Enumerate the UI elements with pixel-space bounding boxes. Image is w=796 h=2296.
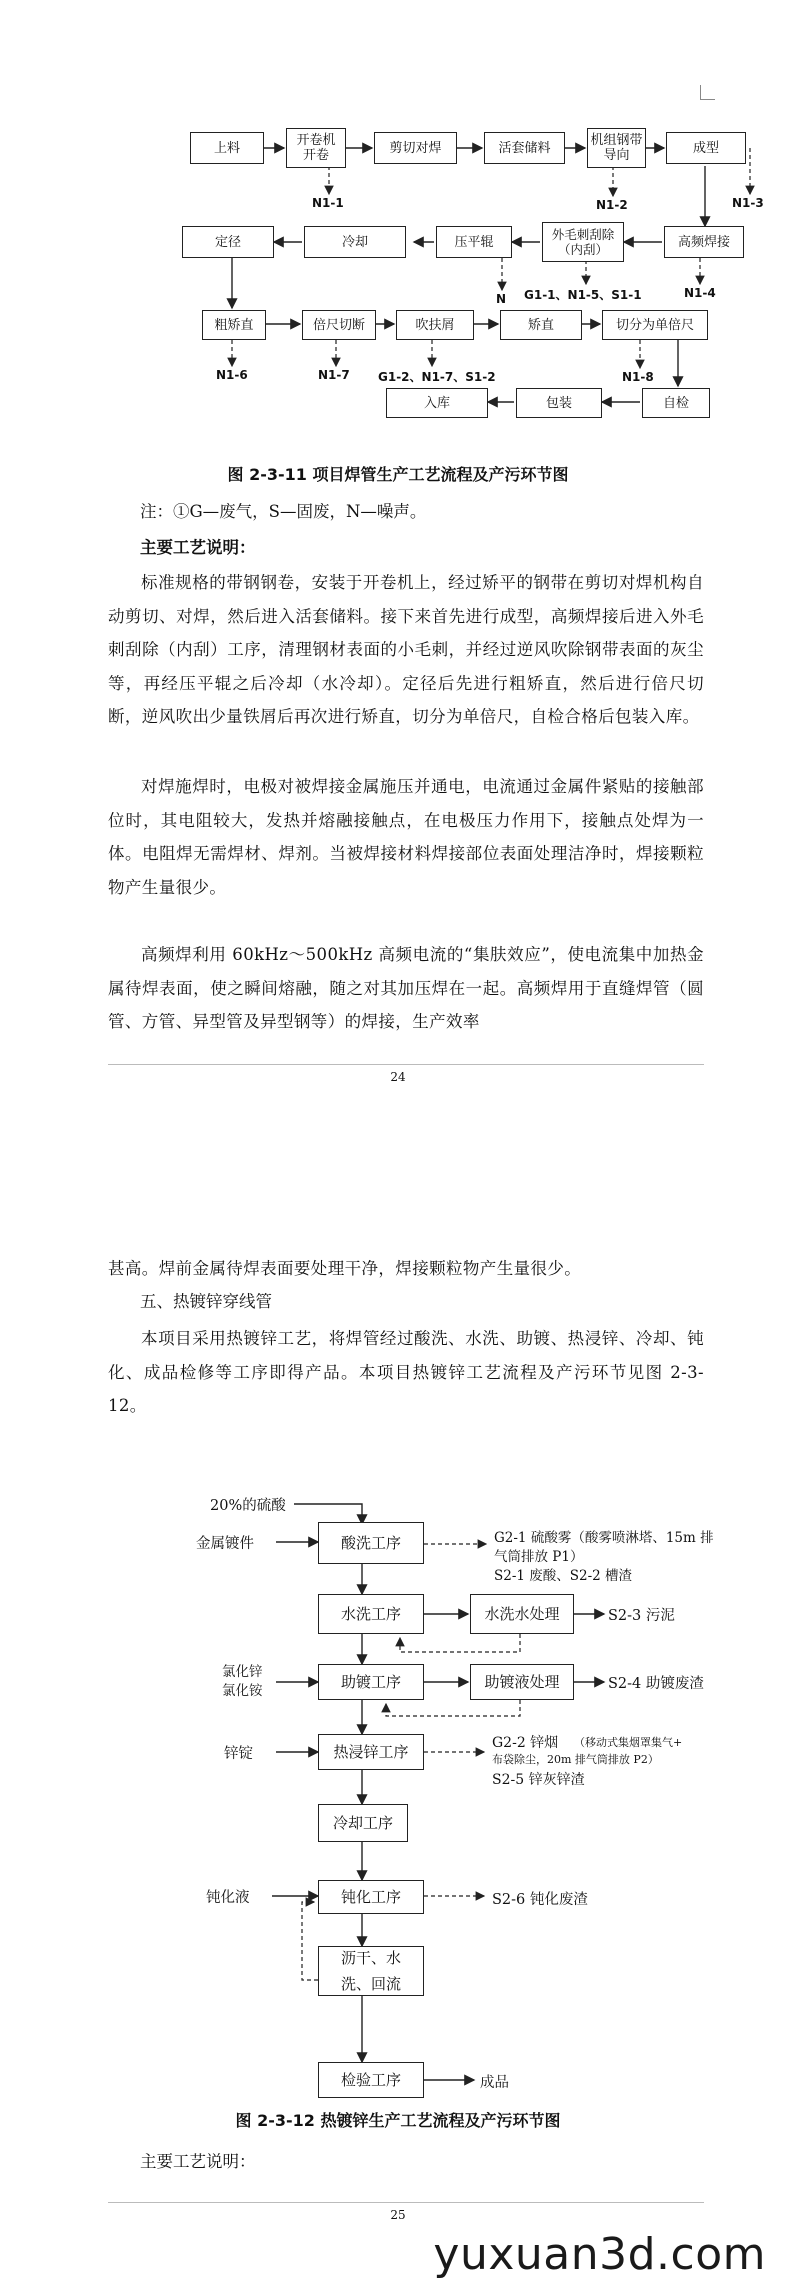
section-title: 五、热镀锌穿线管 [140,1292,272,1311]
paragraph: 标准规格的带钢钢卷，安装于开卷机上，经过矫平的钢带在剪切对焊机构自动剪切、对焊，然后进入活套储料。接下来首先进行成型，高频焊接后进入外毛刺刮除（内刮）工序，清理钢材表面的小毛刺，并经过逆风吹除钢带表面的灰尘等，再经压平辊之后冷却（水冷却）。定径后先进行粗矫直，然后进行倍尺切断，逆风吹出少量铁屑后再次进行矫直，切分为单倍尺，自检合格后包装入库。 [108,573,704,726]
pollutant-label: N1-8 [622,370,654,384]
emission-label: S2-6 钝化废渣 [492,1892,588,1908]
galv-step-inspection: 检验工序 [318,2062,424,2098]
pollutant-label: N [496,292,507,306]
watermark: yuxuan3d.com [433,2229,766,2280]
pollutant-label: N1-3 [732,196,764,210]
paragraph: 本项目采用热镀锌工艺，将焊管经过酸洗、水洗、助镀、热浸锌、冷却、钝化、成品检修等工序即得产品。本项目热镀锌工艺流程及产污环节见图 2-3-12。 [108,1329,704,1415]
flow-step-multiple-cut: 倍尺切断 [302,310,376,340]
flow-step-uncoiler: 开卷机 开卷 [286,128,346,168]
pollutant-label: G1-2、N1-7、S1-2 [378,370,496,384]
pollutant-label: N1-2 [596,198,628,212]
page-number: 25 [390,2208,406,2222]
footer-line [108,1064,704,1065]
emission-label: 布袋除尘，20m 排气筒排放 P2） [492,1753,659,1766]
flow-step-flattening-roll: 压平辊 [436,226,512,258]
emission-label: S2-1 废酸、S2-2 槽渣 [494,1568,633,1584]
flow-step-cut-single: 切分为单倍尺 [602,310,708,340]
galv-step-passivation: 钝化工序 [318,1880,424,1914]
flow-step-self-check: 自检 [642,388,710,418]
pollutant-label: N1-6 [216,368,248,382]
flow-step-warehouse: 入库 [386,388,488,418]
emission-label: G2-1 硫酸雾（酸雾喷淋塔、15m 排 [494,1530,714,1546]
page-2 [0,1150,796,2296]
figure-note: 注：①G—废气，S—固废，N—噪声。 [140,502,427,521]
input-label: 20%的硫酸 [210,1498,286,1514]
galv-step-cooling: 冷却工序 [318,1804,408,1842]
galv-step-fluxing: 助镀工序 [318,1664,424,1700]
flow-step-sizing: 定径 [182,226,274,258]
emission-label: S2-5 锌灰锌渣 [492,1772,585,1788]
emission-label: 气筒排放 P1） [494,1549,584,1565]
galv-step-rinse-water-treatment: 水洗水处理 [470,1594,574,1634]
emission-label: S2-4 助镀废渣 [608,1676,704,1692]
figure-2-caption: 图 2-3-12 热镀锌生产工艺流程及产污环节图 [235,2111,561,2130]
pollutant-label: G1-1、N1-5、S1-1 [524,288,642,302]
flow-step-straightening: 矫直 [500,310,582,340]
input-label: 锌锭 [224,1746,253,1762]
flow-step-hf-welding: 高频焊接 [664,226,744,258]
flow-step-rough-straightening: 粗矫直 [202,310,266,340]
galv-step-pickling: 酸洗工序 [318,1522,424,1564]
pollutant-label: N1-7 [318,368,350,382]
flow-step-shear-butt-weld: 剪切对焊 [374,132,457,164]
figure-1-caption: 图 2-3-11 项目焊管生产工艺流程及产污环节图 [227,465,569,484]
flow-step-packing: 包装 [516,388,602,418]
flow-step-blow-chips: 吹扶屑 [396,310,474,340]
page-number: 24 [390,1070,406,1084]
product-label: 成品 [480,2075,509,2091]
pollutant-label: N1-4 [684,286,716,300]
input-label: 氯化锌 氯化铵 [222,1664,263,1699]
paragraph: 对焊施焊时，电极对被焊接金属施压并通电，电流通过金属件紧贴的接触部位时，其电阻较大，发热并熔融接触点，在电极压力作用下，接触点处焊为一体。电阻焊无需焊材、焊剂。当被焊接材料焊接部位表面处理洁净时，焊接颗粒物产生量很少。 [108,777,704,897]
footer-line [108,2202,704,2203]
galv-step-rinsing: 水洗工序 [318,1594,424,1634]
galv-step-flux-treatment: 助镀液处理 [470,1664,574,1700]
input-label: 钝化液 [206,1890,250,1906]
input-label: 金属镀件 [196,1536,254,1552]
flow-step-accumulator: 活套储料 [484,132,565,164]
flow-step-cooling: 冷却 [304,226,406,258]
paragraph: 高频焊利用 60kHz～500kHz 高频电流的“集肤效应”，使电流集中加热金属待焊表面，使之瞬间熔融，随之对其加压焊在一起。高频焊用于直缝焊管（圆管、方管、异型管及异型钢等）的焊接，生产效率 [108,945,704,1031]
flow-step-forming: 成型 [666,132,746,164]
flow-step-burr-removal: 外毛刺刮除 （内刮） [542,222,624,262]
flow-step-feeding: 上料 [190,132,264,164]
emission-label: S2-3 污泥 [608,1608,675,1624]
flow-step-strip-guide: 机组钢带 导向 [587,128,646,168]
galv-step-drain-rinse-reflux: 沥干、水 洗、回流 [318,1946,424,1996]
galv-step-hot-dip: 热浸锌工序 [318,1734,424,1770]
pollutant-label: N1-1 [312,196,344,210]
emission-label: （移动式集烟罩集气+ [574,1736,683,1749]
section-heading: 主要工艺说明： [140,538,256,557]
section-heading: 主要工艺说明： [140,2152,256,2171]
paragraph-continued: 甚高。焊前金属待焊表面要处理干净，焊接颗粒物产生量很少。 [108,1259,582,1278]
emission-label: G2-2 锌烟 [492,1735,559,1751]
